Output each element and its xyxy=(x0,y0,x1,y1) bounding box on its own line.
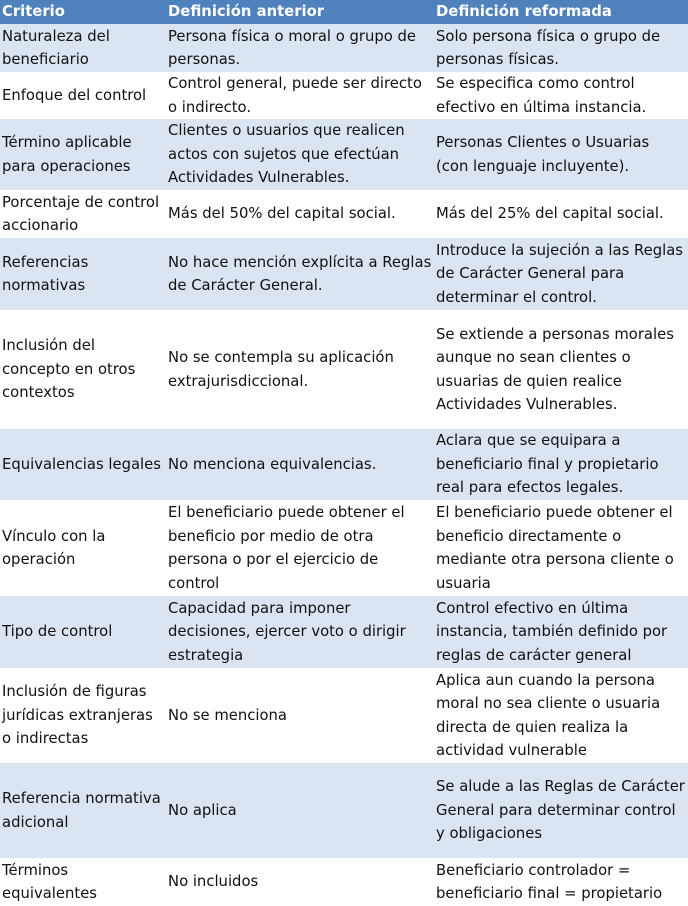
cell-definicion-reformada: Se extiende a personas morales aunque no sean clientes o usuarias de quien realice Actividades Vulnerables. xyxy=(434,310,688,429)
header-row xyxy=(0,0,688,24)
table-row xyxy=(0,763,688,858)
cell-criterio: Porcentaje de control accionario xyxy=(0,190,166,238)
cell-criterio: Término aplicable para operaciones xyxy=(0,119,166,190)
cell-definicion-reformada: Solo persona física o grupo de personas físicas. xyxy=(434,24,688,72)
cell-definicion-reformada: Beneficiario controlador = beneficiario final = propietario xyxy=(434,858,688,906)
cell-criterio: Enfoque del control xyxy=(0,72,166,119)
table-row xyxy=(0,668,688,763)
cell-criterio: Inclusión del concepto en otros contextos xyxy=(0,310,166,429)
cell-definicion-reformada: Más del 25% del capital social. xyxy=(434,190,688,238)
cell-definicion-anterior: Clientes o usuarios que realicen actos con sujetos que efectúan Actividades Vulnerables. xyxy=(166,119,434,190)
table-row xyxy=(0,596,688,668)
cell-definicion-anterior: No aplica xyxy=(166,763,434,858)
cell-definicion-anterior: Persona física o moral o grupo de personas. xyxy=(166,24,434,72)
cell-definicion-anterior: No hace mención explícita a Reglas de Carácter General. xyxy=(166,238,434,310)
cell-definicion-anterior: Control general, puede ser directo o indirecto. xyxy=(166,72,434,119)
cell-definicion-reformada: Aclara que se equipara a beneficiario final y propietario real para efectos legales. xyxy=(434,429,688,500)
cell-definicion-reformada: Personas Clientes o Usuarias (con lenguaje incluyente). xyxy=(434,119,688,190)
cell-criterio: Equivalencias legales xyxy=(0,429,166,500)
cell-criterio: Inclusión de figuras jurídicas extranjeras o indirectas xyxy=(0,668,166,763)
cell-definicion-reformada: Introduce la sujeción a las Reglas de Carácter General para determinar el control. xyxy=(434,238,688,310)
cell-criterio: Tipo de control xyxy=(0,596,166,668)
header-definicion-reformada: Definición reformada xyxy=(434,0,688,24)
table-body xyxy=(0,24,688,906)
table-row xyxy=(0,500,688,596)
header-criterio: Criterio xyxy=(0,0,166,24)
table-header xyxy=(0,0,688,24)
cell-definicion-anterior: Más del 50% del capital social. xyxy=(166,190,434,238)
cell-definicion-anterior: El beneficiario puede obtener el beneficio por medio de otra persona o por el ejercicio de control xyxy=(166,500,434,596)
cell-definicion-anterior: No se menciona xyxy=(166,668,434,763)
table-row xyxy=(0,72,688,119)
cell-definicion-reformada: Aplica aun cuando la persona moral no sea cliente o usuaria directa de quien realiza la actividad vulnerable xyxy=(434,668,688,763)
cell-criterio: Términos equivalentes xyxy=(0,858,166,906)
cell-criterio: Referencias normativas xyxy=(0,238,166,310)
table-row xyxy=(0,24,688,72)
cell-definicion-reformada: Se especifica como control efectivo en última instancia. xyxy=(434,72,688,119)
cell-definicion-reformada: Control efectivo en última instancia, también definido por reglas de carácter general xyxy=(434,596,688,668)
table-row xyxy=(0,238,688,310)
table-row xyxy=(0,119,688,190)
cell-definicion-reformada: El beneficiario puede obtener el beneficio directamente o mediante otra persona cliente o usuaria xyxy=(434,500,688,596)
cell-definicion-anterior: No incluidos xyxy=(166,858,434,906)
cell-definicion-anterior: Capacidad para imponer decisiones, ejercer voto o dirigir estrategia xyxy=(166,596,434,668)
cell-criterio: Vínculo con la operación xyxy=(0,500,166,596)
table-row xyxy=(0,310,688,429)
table-row xyxy=(0,190,688,238)
cell-criterio: Naturaleza del beneficiario xyxy=(0,24,166,72)
table-row xyxy=(0,858,688,906)
header-definicion-anterior: Definición anterior xyxy=(166,0,434,24)
cell-criterio: Referencia normativa adicional xyxy=(0,763,166,858)
cell-definicion-anterior: No se contempla su aplicación extrajurisdiccional. xyxy=(166,310,434,429)
cell-definicion-anterior: No menciona equivalencias. xyxy=(166,429,434,500)
table-row xyxy=(0,429,688,500)
cell-definicion-reformada: Se alude a las Reglas de Carácter General para determinar control y obligaciones xyxy=(434,763,688,858)
